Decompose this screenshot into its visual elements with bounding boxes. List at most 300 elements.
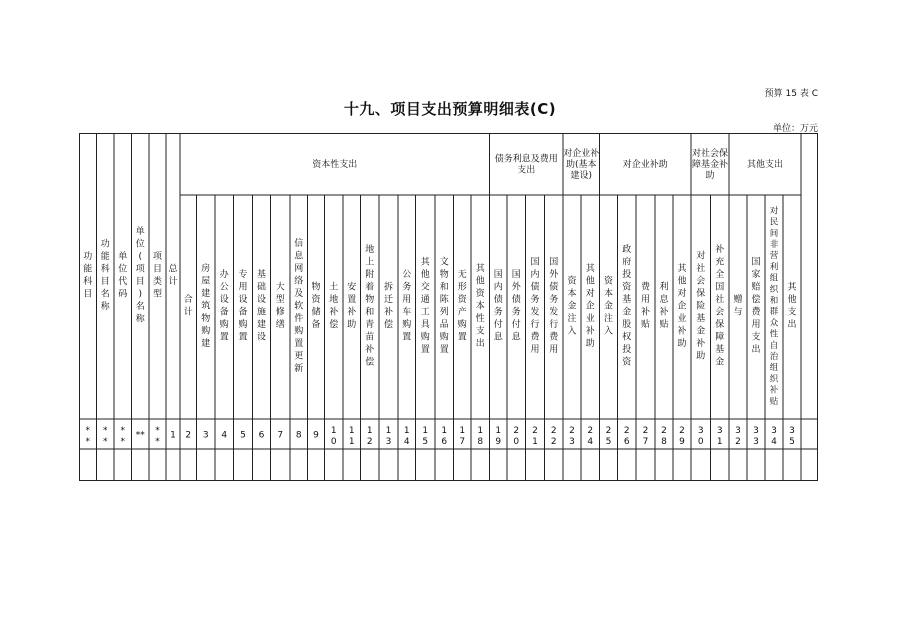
svg-text:软: 软 bbox=[294, 301, 304, 312]
column-header bbox=[168, 263, 178, 288]
svg-text:文: 文 bbox=[439, 257, 449, 268]
svg-text:投: 投 bbox=[622, 345, 632, 356]
svg-text:织: 织 bbox=[769, 284, 779, 295]
svg-text:会: 会 bbox=[696, 276, 706, 287]
column-code bbox=[569, 426, 575, 447]
svg-text:上: 上 bbox=[365, 257, 375, 268]
svg-text:建: 建 bbox=[201, 338, 211, 349]
svg-text:组: 组 bbox=[769, 363, 779, 374]
column-header bbox=[677, 262, 687, 349]
svg-text:2: 2 bbox=[679, 426, 685, 436]
svg-text:补: 补 bbox=[696, 338, 706, 349]
svg-text:1: 1 bbox=[532, 437, 538, 447]
svg-text:基: 基 bbox=[256, 270, 267, 281]
column-header bbox=[770, 205, 779, 406]
column-header bbox=[641, 281, 651, 331]
svg-text:助: 助 bbox=[347, 320, 357, 331]
column-header bbox=[715, 243, 724, 368]
svg-text:单: 单 bbox=[118, 252, 128, 263]
svg-text:*: * bbox=[85, 426, 90, 436]
column-header bbox=[153, 251, 163, 300]
column-header bbox=[294, 237, 304, 374]
svg-text:置: 置 bbox=[402, 332, 412, 343]
svg-text:总: 总 bbox=[168, 264, 178, 275]
svg-text:发: 发 bbox=[549, 307, 559, 318]
svg-text:资: 资 bbox=[457, 295, 467, 306]
svg-text:*: * bbox=[103, 437, 108, 447]
svg-text:计: 计 bbox=[168, 277, 178, 288]
svg-text:会: 会 bbox=[715, 307, 725, 318]
svg-text:国: 国 bbox=[715, 282, 725, 293]
svg-text:3: 3 bbox=[753, 437, 759, 447]
svg-text:用: 用 bbox=[402, 295, 412, 306]
svg-text:助: 助 bbox=[696, 351, 706, 362]
svg-text:息: 息 bbox=[493, 332, 503, 343]
svg-text:资: 资 bbox=[622, 282, 632, 293]
svg-text:房: 房 bbox=[201, 263, 211, 274]
svg-text:贴: 贴 bbox=[659, 320, 669, 331]
svg-text:和: 和 bbox=[365, 307, 375, 318]
svg-text:购: 购 bbox=[457, 320, 467, 331]
svg-text:设: 设 bbox=[238, 295, 248, 306]
svg-text:**: ** bbox=[135, 430, 145, 441]
svg-text:出: 出 bbox=[475, 338, 485, 349]
svg-text:2: 2 bbox=[185, 430, 192, 441]
svg-text:资: 资 bbox=[475, 288, 485, 299]
svg-text:3: 3 bbox=[716, 426, 723, 436]
svg-text:投: 投 bbox=[622, 270, 632, 281]
column-header bbox=[402, 269, 411, 343]
column-header bbox=[733, 293, 742, 318]
group-header bbox=[312, 158, 357, 170]
svg-text:民: 民 bbox=[769, 217, 779, 228]
column-code bbox=[296, 431, 302, 441]
svg-text:9: 9 bbox=[495, 437, 502, 447]
column-code bbox=[170, 431, 176, 441]
svg-text:*: * bbox=[120, 437, 125, 447]
svg-text:功: 功 bbox=[100, 239, 110, 250]
unit-label: 单位：万元 bbox=[772, 124, 818, 134]
svg-text:购: 购 bbox=[439, 332, 449, 343]
column-code bbox=[789, 426, 795, 447]
column-header bbox=[567, 274, 577, 336]
svg-text:基: 基 bbox=[622, 295, 632, 306]
svg-text:外: 外 bbox=[511, 282, 521, 293]
svg-text:业: 业 bbox=[677, 313, 687, 324]
column-code bbox=[185, 431, 191, 441]
svg-text:称: 称 bbox=[135, 314, 145, 325]
svg-text:障基金补: 障基金补 bbox=[691, 160, 729, 170]
svg-text:单: 单 bbox=[135, 227, 145, 238]
svg-text:1: 1 bbox=[459, 426, 466, 436]
svg-text:入: 入 bbox=[603, 326, 614, 337]
svg-text:通: 通 bbox=[420, 295, 430, 306]
column-code bbox=[121, 426, 126, 447]
svg-text:公: 公 bbox=[219, 282, 229, 293]
svg-text:迁: 迁 bbox=[383, 295, 394, 306]
svg-text:型: 型 bbox=[275, 295, 285, 306]
svg-text:其: 其 bbox=[585, 263, 595, 274]
column-header bbox=[549, 257, 559, 356]
svg-text:偿: 偿 bbox=[365, 357, 375, 368]
column-code bbox=[679, 426, 685, 447]
svg-text:出: 出 bbox=[751, 345, 761, 356]
svg-text:费: 费 bbox=[549, 332, 559, 343]
svg-text:偿: 偿 bbox=[751, 295, 761, 306]
column-header bbox=[421, 256, 431, 356]
svg-text:专: 专 bbox=[238, 270, 248, 281]
svg-text:保: 保 bbox=[696, 288, 706, 299]
svg-text:信: 信 bbox=[294, 238, 304, 249]
svg-text:政: 政 bbox=[622, 245, 632, 256]
svg-text:他: 他 bbox=[420, 270, 430, 281]
svg-text:性: 性 bbox=[769, 329, 779, 340]
svg-text:8: 8 bbox=[477, 437, 484, 447]
svg-text:办: 办 bbox=[219, 270, 229, 281]
svg-text:助(基本: 助(基本 bbox=[565, 160, 597, 170]
svg-text:9: 9 bbox=[679, 437, 685, 447]
svg-text:其: 其 bbox=[677, 263, 687, 274]
svg-text:3: 3 bbox=[735, 426, 741, 436]
svg-text:及: 及 bbox=[294, 288, 304, 299]
column-header bbox=[238, 268, 247, 343]
svg-text:务: 务 bbox=[549, 295, 559, 306]
svg-text:储: 储 bbox=[311, 307, 321, 318]
svg-text:补: 补 bbox=[329, 307, 339, 318]
svg-text:物: 物 bbox=[439, 270, 449, 281]
column-header bbox=[476, 262, 486, 349]
svg-text:金: 金 bbox=[696, 326, 706, 337]
svg-text:出: 出 bbox=[787, 320, 797, 331]
svg-text:债务利息及费用: 债务利息及费用 bbox=[494, 154, 558, 165]
svg-text:对企业补: 对企业补 bbox=[563, 149, 600, 159]
svg-text:8: 8 bbox=[295, 430, 302, 441]
column-code bbox=[386, 426, 392, 447]
svg-text:代: 代 bbox=[118, 277, 128, 288]
svg-text:外: 外 bbox=[549, 270, 559, 281]
column-header bbox=[586, 262, 596, 349]
svg-text:权: 权 bbox=[622, 332, 632, 343]
svg-text:补: 补 bbox=[659, 307, 669, 318]
column-code bbox=[698, 426, 704, 447]
svg-text:苗: 苗 bbox=[365, 332, 375, 343]
svg-text:称: 称 bbox=[100, 302, 110, 313]
svg-text:用: 用 bbox=[640, 295, 651, 306]
svg-text:缮: 缮 bbox=[275, 320, 285, 331]
svg-text:用: 用 bbox=[238, 282, 248, 293]
svg-text:织: 织 bbox=[769, 374, 779, 385]
svg-text:修: 修 bbox=[275, 307, 285, 318]
svg-text:位: 位 bbox=[118, 264, 128, 275]
empty-data-row bbox=[80, 450, 817, 480]
svg-text:备: 备 bbox=[219, 307, 229, 318]
svg-text:对社会保: 对社会保 bbox=[691, 149, 729, 159]
svg-text:1: 1 bbox=[403, 426, 410, 436]
column-code bbox=[136, 431, 146, 441]
svg-text:7: 7 bbox=[459, 437, 466, 447]
svg-text:注: 注 bbox=[567, 313, 577, 324]
svg-text:拆: 拆 bbox=[383, 282, 394, 293]
column-header bbox=[604, 274, 614, 336]
svg-text:支: 支 bbox=[751, 332, 761, 343]
svg-text:科: 科 bbox=[83, 277, 93, 288]
svg-text:设: 设 bbox=[219, 295, 229, 306]
svg-text:资: 资 bbox=[622, 357, 632, 368]
column-code bbox=[477, 426, 483, 447]
column-code bbox=[661, 426, 667, 447]
svg-text:对: 对 bbox=[585, 288, 595, 299]
svg-text:费: 费 bbox=[530, 332, 540, 343]
svg-text:地: 地 bbox=[365, 245, 375, 256]
svg-text:本: 本 bbox=[567, 288, 577, 299]
svg-text:位: 位 bbox=[135, 239, 145, 250]
svg-text:9: 9 bbox=[313, 430, 319, 441]
svg-text:地: 地 bbox=[329, 295, 339, 306]
svg-text:置: 置 bbox=[420, 345, 430, 356]
svg-text:入: 入 bbox=[567, 326, 577, 337]
svg-text:间: 间 bbox=[769, 228, 779, 239]
svg-text:购: 购 bbox=[219, 320, 229, 331]
svg-text:型: 型 bbox=[152, 289, 163, 300]
svg-text:8: 8 bbox=[661, 437, 667, 447]
svg-text:功: 功 bbox=[83, 252, 93, 263]
svg-text:偿: 偿 bbox=[383, 320, 394, 331]
column-header bbox=[83, 250, 92, 300]
svg-text:着: 着 bbox=[365, 282, 375, 293]
svg-text:类: 类 bbox=[152, 277, 163, 288]
column-code bbox=[221, 431, 227, 441]
svg-text:金: 金 bbox=[715, 357, 725, 368]
column-code bbox=[624, 426, 630, 447]
column-code bbox=[441, 426, 447, 447]
column-code bbox=[240, 431, 246, 441]
svg-text:置: 置 bbox=[238, 332, 248, 343]
svg-text:息: 息 bbox=[294, 251, 304, 262]
svg-text:债: 债 bbox=[511, 295, 521, 306]
svg-text:众: 众 bbox=[769, 318, 779, 329]
group-header bbox=[623, 158, 668, 170]
column-header bbox=[276, 281, 285, 331]
svg-text:支: 支 bbox=[787, 307, 797, 318]
svg-text:备: 备 bbox=[238, 307, 248, 318]
svg-text:目: 目 bbox=[135, 277, 145, 288]
svg-text:新: 新 bbox=[294, 363, 304, 374]
column-code bbox=[606, 426, 612, 447]
svg-text:合: 合 bbox=[183, 295, 193, 306]
svg-text:工: 工 bbox=[420, 307, 430, 318]
svg-text:1: 1 bbox=[348, 437, 355, 447]
svg-text:5: 5 bbox=[240, 430, 246, 441]
svg-text:2: 2 bbox=[513, 426, 520, 436]
svg-text:附: 附 bbox=[365, 270, 375, 281]
svg-text:1: 1 bbox=[422, 426, 429, 436]
column-code bbox=[717, 426, 723, 447]
svg-text:(: ( bbox=[138, 252, 143, 263]
column-header bbox=[530, 257, 540, 356]
column-header bbox=[201, 262, 210, 349]
svg-text:国: 国 bbox=[530, 257, 540, 268]
column-code bbox=[103, 426, 108, 447]
svg-text:本: 本 bbox=[475, 301, 485, 312]
column-code bbox=[367, 426, 373, 447]
svg-text:群: 群 bbox=[769, 307, 779, 318]
svg-text:组: 组 bbox=[769, 273, 779, 284]
svg-text:付: 付 bbox=[493, 320, 503, 331]
column-header bbox=[622, 243, 632, 368]
column-code bbox=[155, 426, 160, 447]
column-header bbox=[184, 293, 193, 318]
column-header bbox=[440, 256, 450, 356]
column-code bbox=[459, 426, 465, 447]
svg-text:4: 4 bbox=[587, 437, 594, 447]
column-code bbox=[551, 426, 557, 447]
svg-text:能: 能 bbox=[100, 252, 110, 263]
svg-text:*: * bbox=[155, 426, 160, 436]
svg-text:府: 府 bbox=[622, 257, 632, 268]
svg-text:2: 2 bbox=[366, 437, 373, 447]
svg-text:*: * bbox=[155, 437, 160, 447]
svg-text:股: 股 bbox=[622, 320, 632, 331]
svg-text:赠: 赠 bbox=[733, 295, 743, 306]
column-header bbox=[118, 250, 127, 300]
svg-text:务: 务 bbox=[511, 307, 521, 318]
svg-text:营: 营 bbox=[769, 251, 779, 262]
svg-text:自: 自 bbox=[769, 340, 779, 351]
svg-text:0: 0 bbox=[513, 437, 520, 447]
svg-text:名: 名 bbox=[100, 289, 110, 300]
svg-text:助: 助 bbox=[677, 338, 687, 349]
svg-text:费: 费 bbox=[640, 282, 651, 293]
svg-text:全: 全 bbox=[715, 270, 725, 281]
column-code bbox=[203, 431, 209, 441]
svg-text:计: 计 bbox=[183, 307, 193, 318]
column-code bbox=[313, 431, 319, 441]
svg-text:行: 行 bbox=[530, 320, 540, 331]
column-header bbox=[101, 238, 111, 313]
svg-text:施: 施 bbox=[256, 307, 267, 318]
svg-text:性: 性 bbox=[475, 313, 485, 324]
column-code bbox=[495, 426, 501, 447]
svg-text:贴: 贴 bbox=[640, 320, 651, 331]
column-header bbox=[329, 281, 338, 331]
svg-text:务: 务 bbox=[530, 295, 540, 306]
svg-text:贴: 贴 bbox=[769, 396, 779, 407]
svg-text:3: 3 bbox=[697, 426, 704, 436]
svg-text:行: 行 bbox=[549, 320, 559, 331]
svg-text:务: 务 bbox=[402, 282, 412, 293]
svg-text:公: 公 bbox=[402, 270, 412, 281]
svg-text:助: 助 bbox=[585, 338, 595, 349]
svg-text:1: 1 bbox=[330, 426, 337, 436]
svg-text:能: 能 bbox=[83, 264, 93, 275]
svg-text:债: 债 bbox=[549, 282, 559, 293]
svg-text:1: 1 bbox=[441, 426, 448, 436]
column-code bbox=[587, 426, 593, 447]
svg-text:助: 助 bbox=[705, 171, 715, 181]
column-header bbox=[659, 281, 669, 331]
svg-text:2: 2 bbox=[642, 426, 649, 436]
svg-text:支: 支 bbox=[475, 326, 485, 337]
svg-text:建设): 建设) bbox=[570, 171, 593, 181]
svg-text:网: 网 bbox=[294, 263, 304, 274]
svg-text:其: 其 bbox=[787, 282, 797, 293]
svg-text:和: 和 bbox=[769, 296, 779, 307]
svg-text:4: 4 bbox=[771, 437, 777, 447]
svg-text:偿: 偿 bbox=[329, 320, 339, 331]
column-header bbox=[220, 268, 230, 343]
svg-text:3: 3 bbox=[569, 437, 575, 447]
svg-text:置: 置 bbox=[347, 295, 357, 306]
svg-text:3: 3 bbox=[789, 426, 795, 436]
svg-text:2: 2 bbox=[550, 426, 557, 436]
svg-text:利: 利 bbox=[769, 262, 779, 273]
svg-text:他: 他 bbox=[677, 276, 687, 287]
svg-text:企: 企 bbox=[585, 301, 595, 312]
svg-text:4: 4 bbox=[403, 437, 410, 447]
svg-text:补: 补 bbox=[585, 326, 595, 337]
svg-text:非: 非 bbox=[769, 240, 779, 251]
svg-text:5: 5 bbox=[605, 437, 612, 447]
svg-text:债: 债 bbox=[530, 282, 540, 293]
svg-text:社: 社 bbox=[696, 263, 706, 274]
svg-text:无: 无 bbox=[457, 270, 467, 281]
svg-text:补: 补 bbox=[715, 245, 725, 256]
svg-text:陈: 陈 bbox=[439, 295, 449, 306]
svg-text:基: 基 bbox=[696, 313, 706, 324]
svg-text:社: 社 bbox=[715, 295, 725, 306]
svg-text:2: 2 bbox=[623, 426, 630, 436]
svg-text:件: 件 bbox=[294, 313, 304, 324]
svg-text:物: 物 bbox=[311, 282, 321, 293]
group-header bbox=[563, 147, 599, 181]
svg-text:土: 土 bbox=[329, 282, 339, 293]
svg-text:费: 费 bbox=[751, 307, 761, 318]
column-code bbox=[643, 426, 649, 447]
column-header bbox=[787, 281, 797, 331]
svg-text:补: 补 bbox=[769, 385, 779, 396]
svg-text:设: 设 bbox=[256, 332, 267, 343]
svg-text:6: 6 bbox=[441, 437, 448, 447]
svg-text:具: 具 bbox=[420, 320, 430, 331]
svg-text:充: 充 bbox=[715, 257, 725, 268]
svg-text:项: 项 bbox=[152, 252, 163, 263]
svg-text:息: 息 bbox=[511, 332, 521, 343]
svg-text:): ) bbox=[138, 289, 143, 300]
svg-text:购: 购 bbox=[420, 332, 430, 343]
svg-text:建: 建 bbox=[201, 288, 211, 299]
column-code bbox=[532, 426, 538, 447]
column-code bbox=[771, 426, 777, 447]
svg-text:对: 对 bbox=[677, 288, 687, 299]
svg-text:国: 国 bbox=[511, 270, 521, 281]
svg-text:购: 购 bbox=[201, 326, 211, 337]
svg-text:设: 设 bbox=[256, 295, 267, 306]
svg-text:目: 目 bbox=[83, 289, 93, 300]
group-header bbox=[495, 153, 558, 176]
svg-text:金: 金 bbox=[567, 301, 577, 312]
column-header bbox=[136, 225, 146, 325]
svg-text:*: * bbox=[103, 426, 108, 436]
svg-text:用: 用 bbox=[530, 345, 540, 356]
column-code bbox=[404, 426, 410, 447]
svg-text:国: 国 bbox=[493, 270, 503, 281]
svg-text:形: 形 bbox=[457, 282, 467, 293]
svg-text:注: 注 bbox=[603, 313, 614, 324]
svg-text:赔: 赔 bbox=[751, 282, 761, 293]
svg-text:1: 1 bbox=[477, 426, 484, 436]
column-code bbox=[259, 431, 265, 441]
svg-text:3: 3 bbox=[385, 437, 392, 447]
